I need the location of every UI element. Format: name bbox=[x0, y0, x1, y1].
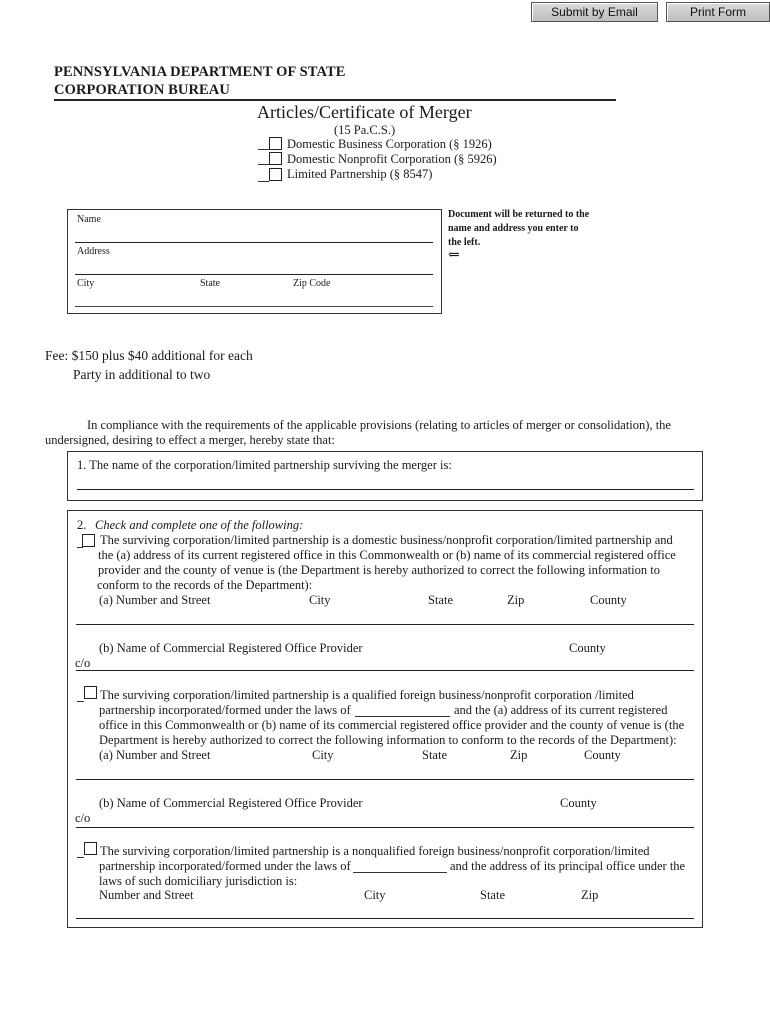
option-a-zip-label: Zip bbox=[507, 593, 525, 607]
option-b-jurisdiction-field[interactable] bbox=[355, 716, 450, 717]
option-b-street-label: (a) Number and Street bbox=[99, 748, 211, 762]
checkbox-domestic-business[interactable] bbox=[269, 137, 282, 150]
submit-by-email-button[interactable]: Submit by Email bbox=[531, 2, 658, 22]
option-a-provider-field[interactable] bbox=[76, 670, 694, 671]
option-a-line-1: The surviving corporation/limited partnership is a domestic business/nonprofit corporation/limited partnership and bbox=[100, 533, 673, 547]
option-b-county-label: County bbox=[584, 748, 621, 762]
option-c-jurisdiction-field[interactable] bbox=[353, 872, 447, 873]
option-c-street-label: Number and Street bbox=[99, 888, 194, 902]
left-arrow-icon: ⇐ bbox=[448, 248, 460, 263]
checkbox-domestic-nonprofit[interactable] bbox=[269, 152, 282, 165]
state-label: State bbox=[200, 278, 220, 289]
city-state-zip-field[interactable] bbox=[75, 306, 433, 307]
option-a-line-4: conform to the records of the Department): bbox=[97, 578, 313, 592]
return-note-line-3: the left. bbox=[448, 237, 481, 248]
return-note-line-2: name and address you enter to bbox=[448, 223, 579, 234]
fee-line-1: Fee: $150 plus $40 additional for each bbox=[45, 348, 253, 363]
option-b-line-2b: and the (a) address of its current registered bbox=[454, 703, 668, 717]
checkbox-option-b[interactable] bbox=[84, 686, 97, 699]
option-a-provider-label: (b) Name of Commercial Registered Office Provider bbox=[99, 641, 363, 655]
option-b-provider-label: (b) Name of Commercial Registered Office Provider bbox=[99, 796, 363, 810]
section-2-number: 2. bbox=[77, 518, 87, 532]
option-b-city-label: City bbox=[312, 748, 334, 762]
option-a-city-label: City bbox=[309, 593, 331, 607]
statute-ref: (15 Pa.C.S.) bbox=[334, 123, 396, 137]
option-b-provider-county-label: County bbox=[560, 796, 597, 810]
option-b-zip-label: Zip bbox=[510, 748, 528, 762]
bureau-heading: CORPORATION BUREAU bbox=[54, 82, 230, 98]
return-note-line-1: Document will be returned to the bbox=[448, 209, 590, 220]
name-label: Name bbox=[77, 214, 101, 225]
option-c-blank bbox=[77, 857, 84, 858]
option-a-provider-county-label: County bbox=[569, 641, 606, 655]
option-c-line-2a: partnership incorporated/formed under the laws of bbox=[99, 859, 351, 873]
entity-type-blank-2 bbox=[258, 164, 269, 165]
option-b-blank bbox=[77, 701, 84, 702]
option-a-line-3: provider and the county of venue is (the Department is hereby authorized to correct the following information to bbox=[98, 563, 660, 577]
option-a-state-label: State bbox=[428, 593, 453, 607]
option-c-line-1: The surviving corporation/limited partnership is a nonqualified foreign business/nonprofit corporation/limited bbox=[100, 844, 650, 858]
option-b-line-4: Department is hereby authorized to correct the following information to conform to the records of the Department): bbox=[99, 733, 677, 747]
option-b-line-3: office in this Commonwealth or (b) name of its commercial registered office provider and the county of venue is (the bbox=[99, 718, 685, 732]
option-c-zip-label: Zip bbox=[581, 888, 599, 902]
name-field[interactable] bbox=[75, 242, 433, 243]
entity-type-blank-3 bbox=[258, 181, 269, 182]
option-a-blank bbox=[77, 547, 83, 548]
option-a-address-field[interactable] bbox=[76, 624, 694, 625]
option-c-line-2b: and the address of its principal office under the bbox=[450, 859, 686, 873]
form-title: Articles/Certificate of Merger bbox=[257, 102, 472, 122]
print-form-button[interactable]: Print Form bbox=[666, 2, 770, 22]
section-1-label: 1. The name of the corporation/limited partnership surviving the merger is: bbox=[77, 458, 452, 472]
checkbox-option-a[interactable] bbox=[82, 534, 95, 547]
zip-code-label: Zip Code bbox=[293, 278, 331, 289]
option-b-line-2a: partnership incorporated/formed under the laws of bbox=[99, 703, 351, 717]
option-a-street-label: (a) Number and Street bbox=[99, 593, 211, 607]
option-b-state-label: State bbox=[422, 748, 447, 762]
option-c-line-3: laws of such domiciliary jurisdiction is: bbox=[99, 874, 298, 888]
option-a-line-2: the (a) address of its current registered office in this Commonwealth or (b) name of its commercial registered office bbox=[98, 548, 676, 562]
return-address-box bbox=[67, 209, 442, 314]
option-b-provider-field[interactable] bbox=[76, 827, 694, 828]
checkbox-limited-partnership[interactable] bbox=[269, 168, 282, 181]
option-c-state-label: State bbox=[480, 888, 505, 902]
fee-line-2: Party in additional to two bbox=[73, 367, 211, 382]
option-b-line-1: The surviving corporation/limited partnership is a qualified foreign business/nonprofit corporation /limited bbox=[100, 688, 634, 702]
intro-line-1: In compliance with the requirements of the applicable provisions (relating to articles of merger or consolidation), the bbox=[87, 418, 671, 432]
option-b-co-label: c/o bbox=[75, 811, 91, 825]
option-a-co-label: c/o bbox=[75, 656, 91, 670]
option-a-county-label: County bbox=[590, 593, 627, 607]
header-rule bbox=[54, 99, 616, 101]
option-b-address-field[interactable] bbox=[76, 779, 694, 780]
entity-type-blank-1 bbox=[258, 149, 269, 150]
department-heading: PENNSYLVANIA DEPARTMENT OF STATE bbox=[54, 64, 346, 80]
surviving-name-field[interactable] bbox=[77, 489, 694, 490]
checkbox-option-c[interactable] bbox=[84, 842, 97, 855]
option-domestic-nonprofit: Domestic Nonprofit Corporation (§ 5926) bbox=[287, 152, 497, 166]
option-c-city-label: City bbox=[364, 888, 386, 902]
intro-line-2: undersigned, desiring to effect a merger, hereby state that: bbox=[45, 433, 335, 447]
city-label: City bbox=[77, 278, 95, 289]
address-label: Address bbox=[77, 246, 110, 257]
section-2-instruction: Check and complete one of the following: bbox=[95, 518, 304, 532]
address-field[interactable] bbox=[75, 274, 433, 275]
option-c-address-field[interactable] bbox=[76, 918, 694, 919]
option-domestic-business: Domestic Business Corporation (§ 1926) bbox=[287, 137, 492, 151]
option-limited-partnership: Limited Partnership (§ 8547) bbox=[287, 167, 433, 181]
